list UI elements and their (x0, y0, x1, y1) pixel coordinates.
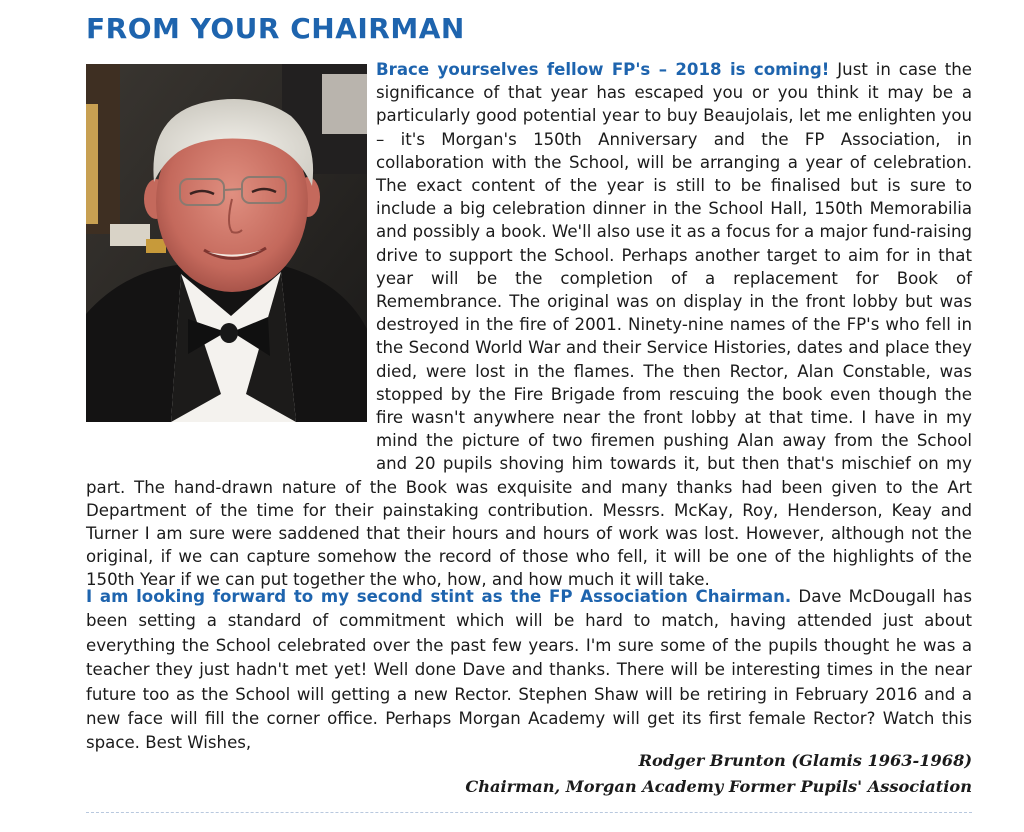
page-title: FROM YOUR CHAIRMAN (86, 12, 465, 45)
signature-role: Chairman, Morgan Academy Former Pupils' Association (465, 777, 972, 796)
signature-name: Rodger Brunton (Glamis 1963-1968) (638, 751, 972, 770)
article-paragraph-2 (86, 585, 972, 756)
footer-divider (86, 812, 972, 813)
photo-spacer (86, 58, 376, 460)
paragraph-2-body: Dave McDougall has been setting a standard of commitment which will be hard to match, having attended just about everything the School celebrated over the past few years. I'm sure some of the pupils thought he was a teacher they just hadn't met yet! Well done Dave and thanks. There will be interesting times in the near future too as the School will getting a new Rector. Stephen Shaw will be retiring in February 2016 and a new face will fill the corner office. Perhaps Morgan Academy will get its first female Rector? Watch this space. Best Wishes, (86, 587, 972, 753)
signature-block (465, 748, 972, 800)
article-paragraph-1 (86, 58, 972, 592)
paragraph-1-body: Just in case the significance of that year has escaped you or you think it may be a particularly good potential year to buy Beaujolais, let me enlighten you – it's Morgan's 150th Anniversary and the FP Association, in collaboration with the School, will be arranging a year of celebration. The exact content of the year is still to be finalised but is sure to include a big celebration dinner in the School Hall, 150th Memorabilia and possibly a book. We'll also use it as a focus for a major fund-raising drive to support the School. Perhaps another target to aim for in that year will be the completion of a replacement for Book of Remembrance. The original was on display in the front lobby but was destroyed in the fire of 2001. Ninety-nine names of the FP's who fell in the Second World War and their Service Histories, dates and place they died, were lost in the flames. The then Rector, Alan Constable, was stopped by the Fire Brigade from rescuing the book even though the fire wasn't anywhere near the front lobby at that time. I have in my mind the picture of two firemen pushing Alan away from the School and 20 pupils shoving him towards it, but then that's mischief on my part. The hand-drawn nature of the Book was exquisite and many thanks had been given to the Art Department of the time for their painstaking contribution. Messrs. McKay, Roy, Henderson, Keay and Turner I am sure were saddened that their hours and hours of work was lost. However, although not the original, if we can capture somehow the record of those who fell, it will be one of the highlights of the 150th Year if we can put together the who, how, and how much it will take. (86, 60, 973, 590)
paragraph-2-lead: I am looking forward to my second stint as the FP Association Chairman. (86, 587, 792, 606)
paragraph-1-lead: Brace yourselves fellow FP's – 2018 is coming! (376, 60, 830, 79)
